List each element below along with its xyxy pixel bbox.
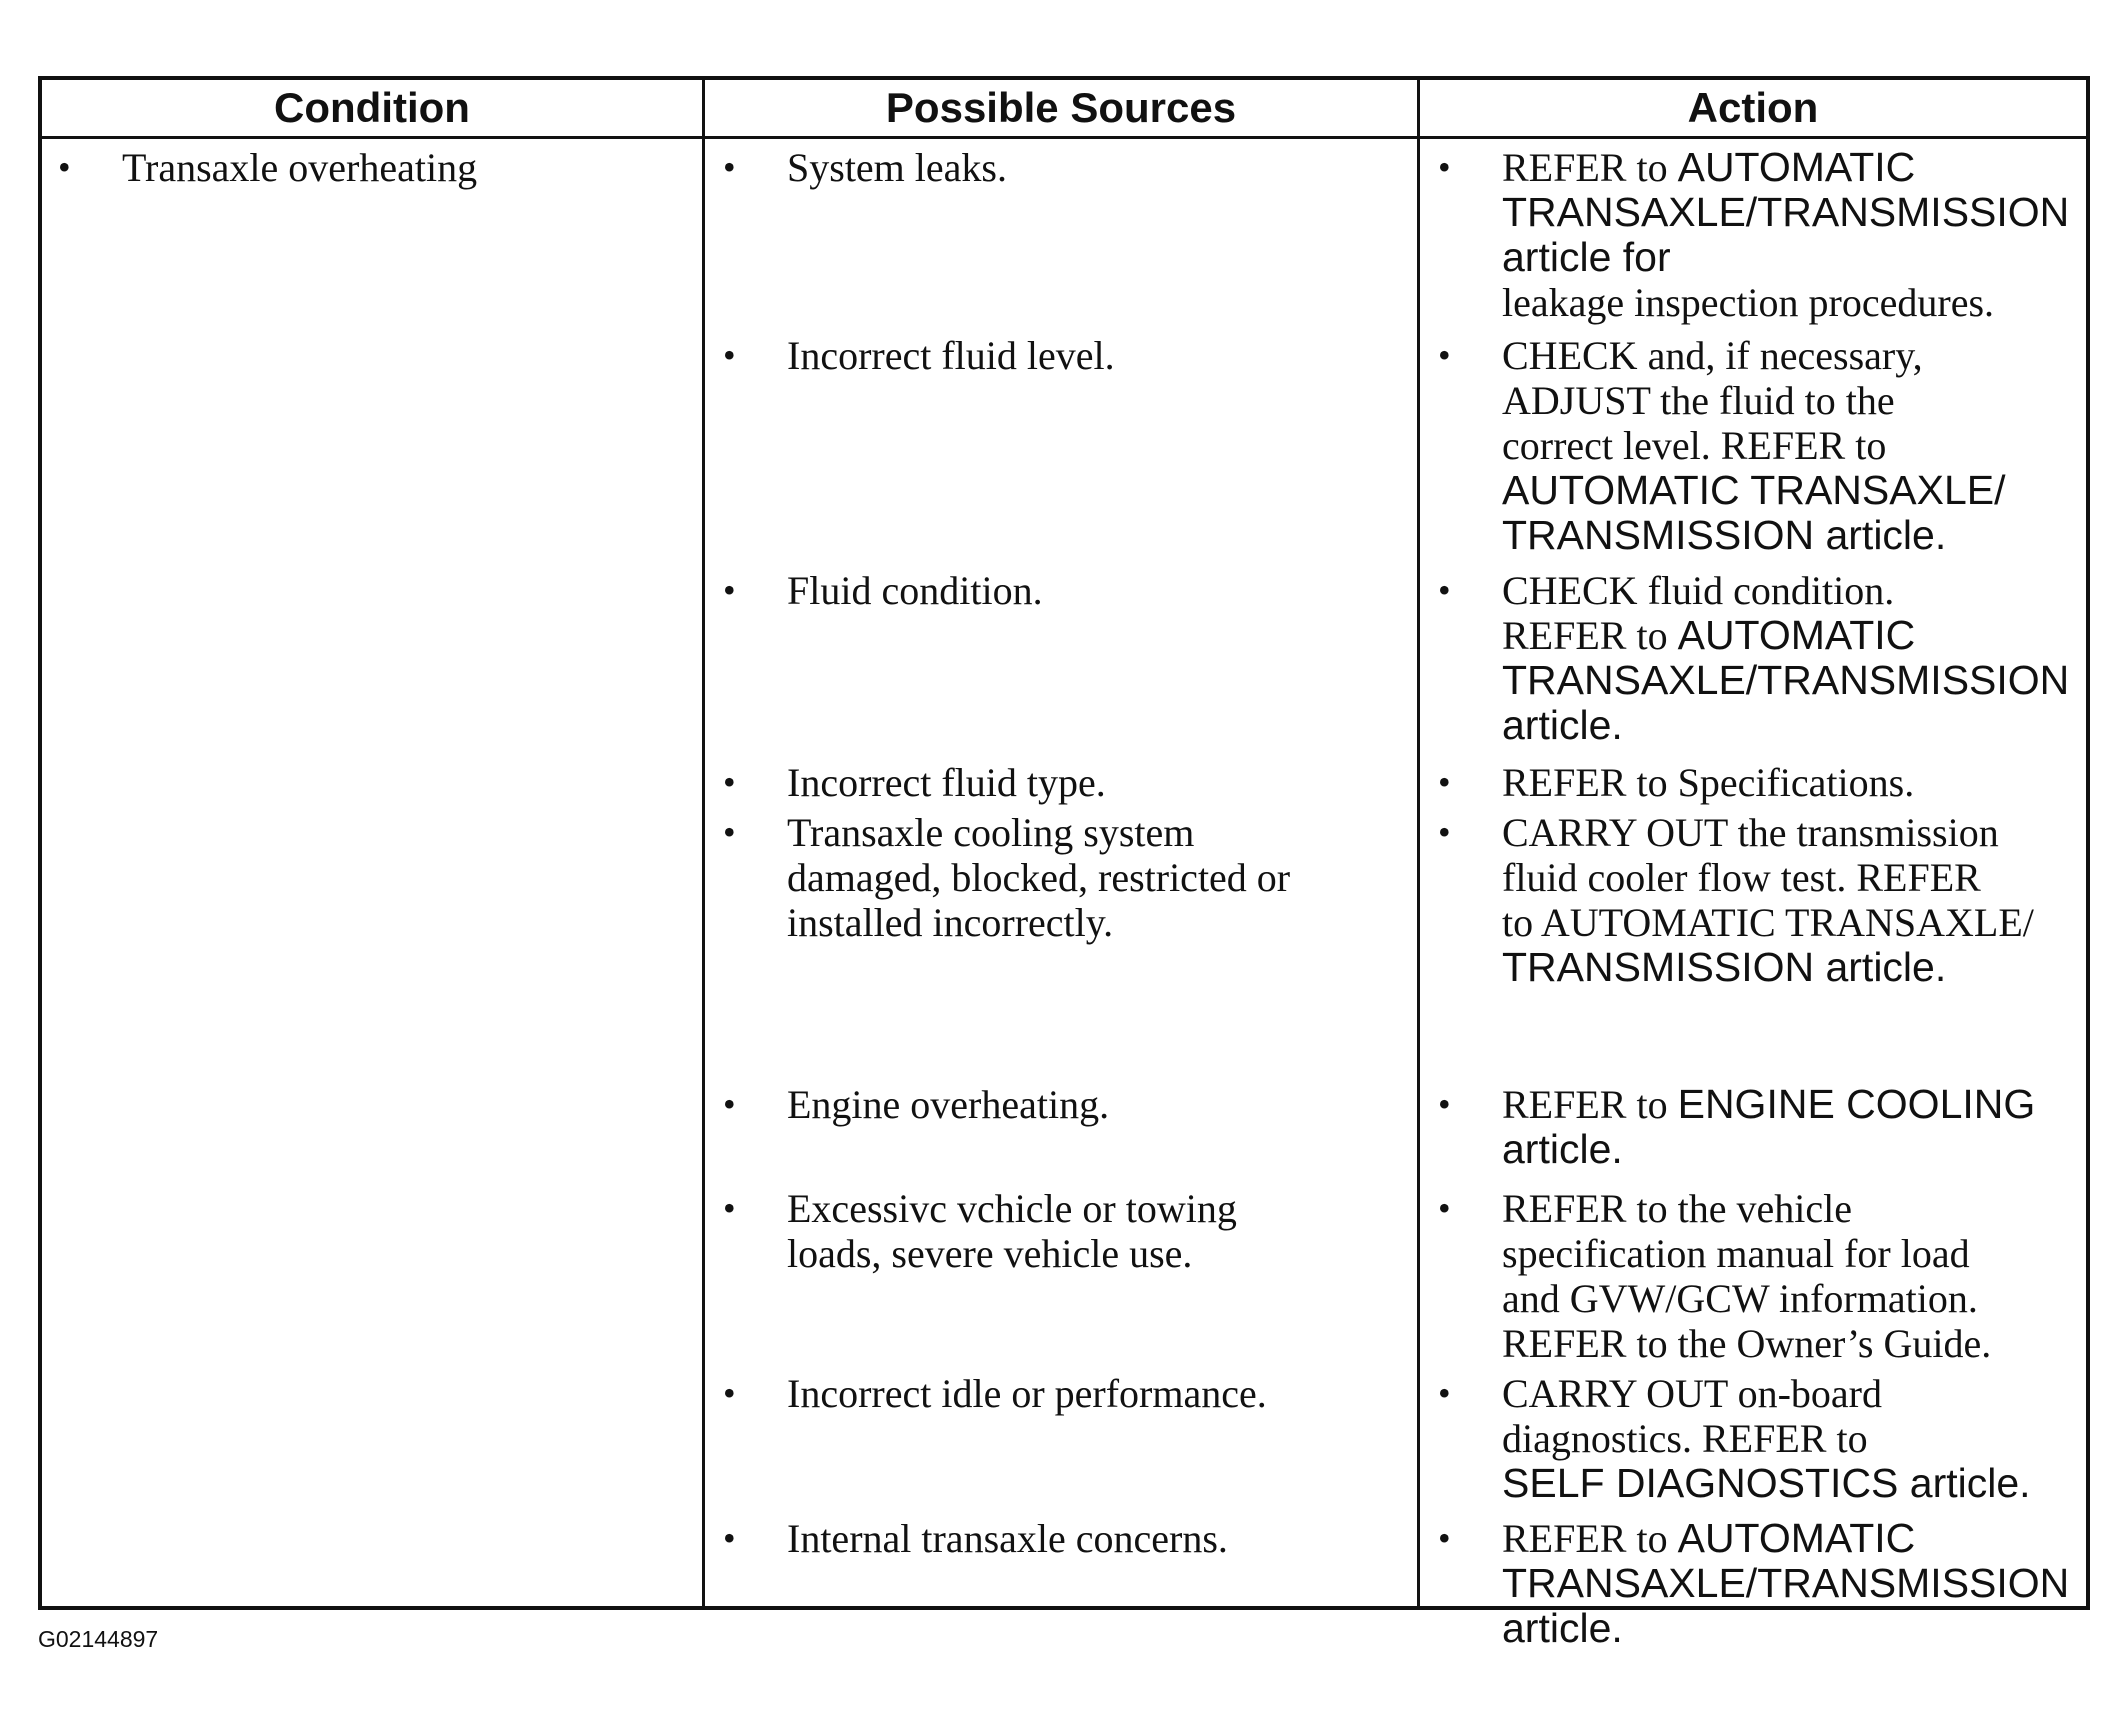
bullet-icon: • — [723, 1084, 736, 1124]
table-header-row — [42, 80, 2086, 139]
action-item-line: REFER to AUTOMATIC — [1502, 612, 1916, 658]
figure-id: G02144897 — [38, 1626, 159, 1652]
source-item-line: Fluid condition. — [787, 568, 1043, 613]
action-item-line: and GVW/GCW information. — [1502, 1276, 1978, 1321]
action-item-line: CARRY OUT on-board — [1502, 1371, 1882, 1416]
source-item-line: damaged, blocked, restricted or — [787, 855, 1291, 900]
source-item-line: installed incorrectly. — [787, 900, 1114, 945]
action-item-line: REFER to ENGINE COOLING — [1502, 1081, 2036, 1127]
action-item-line: AUTOMATIC TRANSAXLE/ — [1502, 467, 2006, 513]
source-item-line: Transaxle cooling system — [787, 810, 1195, 855]
bullet-icon: • — [58, 147, 71, 187]
header-possible-sources: Possible Sources — [885, 84, 1237, 131]
bullet-icon: • — [1438, 812, 1451, 852]
action-item-line: REFER to Specifications. — [1502, 760, 1915, 805]
action-item-line: SELF DIAGNOSTICS article. — [1502, 1460, 2031, 1506]
action-item-line: CHECK and, if necessary, — [1502, 333, 1923, 378]
bullet-icon: • — [723, 812, 736, 852]
bullet-icon: • — [723, 1188, 736, 1228]
action-item-line: TRANSAXLE/TRANSMISSION — [1502, 1560, 2070, 1606]
bullet-icon: • — [1438, 147, 1451, 187]
bullet-icon: • — [723, 147, 736, 187]
action-item-line: TRANSMISSION article. — [1502, 944, 1947, 990]
column-divider-2 — [1417, 80, 1420, 1606]
bullet-icon: • — [723, 762, 736, 802]
action-item-line: REFER to the vehicle — [1502, 1186, 1852, 1231]
bullet-icon: • — [1438, 1084, 1451, 1124]
action-item-line: TRANSMISSION article. — [1502, 512, 1947, 558]
action-item-line: diagnostics. REFER to — [1502, 1416, 1868, 1461]
condition-text: Transaxle overheating — [122, 145, 478, 190]
action-item-line: REFER to AUTOMATIC — [1502, 144, 1916, 190]
action-item-line: correct level. REFER to — [1502, 423, 1887, 468]
source-item-line: Incorrect fluid level. — [787, 333, 1115, 378]
source-item-line: Internal transaxle concerns. — [787, 1516, 1228, 1561]
action-item-line: REFER to AUTOMATIC — [1502, 1515, 1916, 1561]
action-item-line: CARRY OUT the transmission — [1502, 810, 1999, 855]
action-item-line: leakage inspection procedures. — [1502, 280, 1995, 325]
action-item-line: article. — [1502, 1605, 1623, 1651]
action-item-line: CHECK fluid condition. — [1502, 568, 1895, 613]
bullet-icon: • — [1438, 570, 1451, 610]
action-item-line: to AUTOMATIC TRANSAXLE/ — [1502, 900, 2034, 945]
source-item-line: Engine overheating. — [787, 1082, 1110, 1127]
source-item-line: Excessivc vchicle or towing — [787, 1186, 1237, 1231]
action-item-line: specification manual for load — [1502, 1231, 1970, 1276]
source-item-line: Incorrect idle or performance. — [787, 1371, 1267, 1416]
action-item-line: article. — [1502, 702, 1623, 748]
header-action: Action — [1687, 84, 1819, 131]
action-item-line: TRANSAXLE/TRANSMISSION — [1502, 189, 2070, 235]
column-divider-1 — [702, 80, 705, 1606]
bullet-icon: • — [1438, 1373, 1451, 1413]
bullet-icon: • — [1438, 1518, 1451, 1558]
bullet-icon: • — [723, 335, 736, 375]
action-item-line: TRANSAXLE/TRANSMISSION — [1502, 657, 2070, 703]
bullet-icon: • — [1438, 1188, 1451, 1228]
action-item-line: REFER to the Owner’s Guide. — [1502, 1321, 1992, 1366]
bullet-icon: • — [723, 1518, 736, 1558]
bullet-icon: • — [1438, 762, 1451, 802]
source-item-line: loads, severe vehicle use. — [787, 1231, 1193, 1276]
source-item-line: System leaks. — [787, 145, 1007, 190]
action-item-line: fluid cooler flow test. REFER — [1502, 855, 1981, 900]
bullet-icon: • — [723, 570, 736, 610]
action-item-line: ADJUST the fluid to the — [1502, 378, 1895, 423]
source-item-line: Incorrect fluid type. — [787, 760, 1106, 805]
action-item-line: article for — [1502, 234, 1671, 280]
bullet-icon: • — [723, 1373, 736, 1413]
header-condition: Condition — [274, 84, 470, 131]
bullet-icon: • — [1438, 335, 1451, 375]
action-item-line: article. — [1502, 1126, 1623, 1172]
